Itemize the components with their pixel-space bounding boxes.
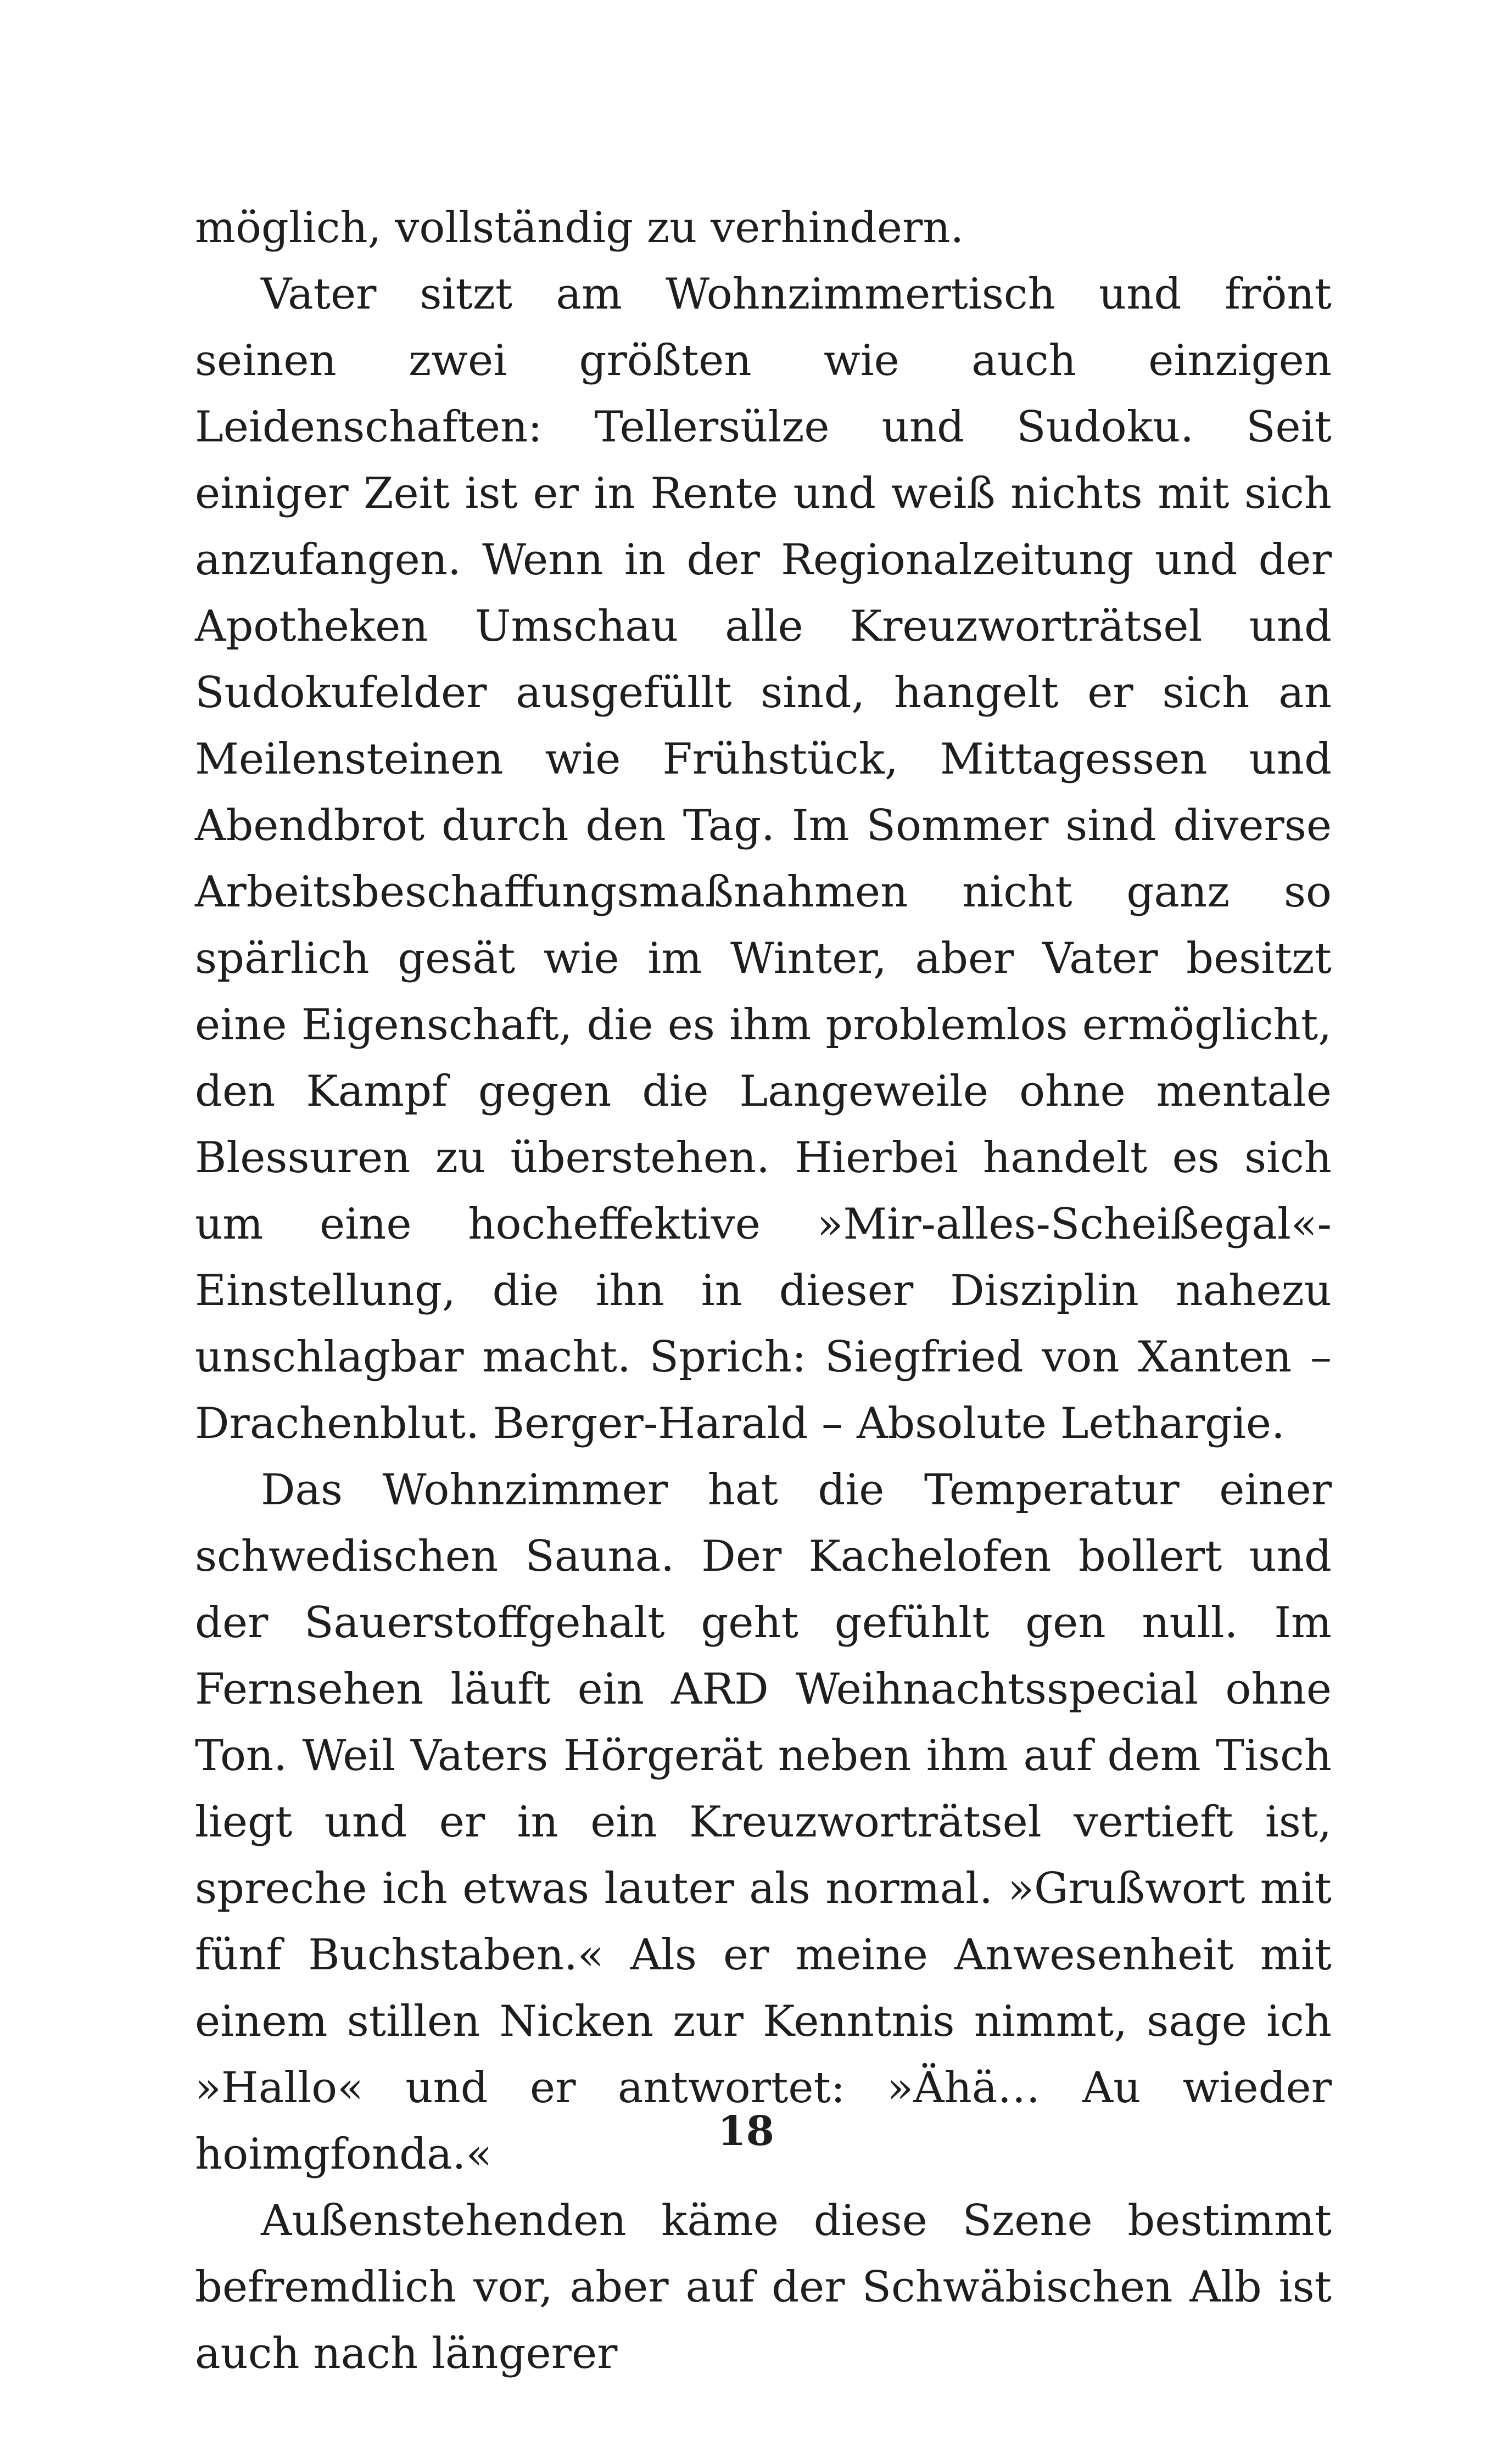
paragraph-continuation: möglich, vollständig zu verhindern. [195, 203, 964, 253]
body-text [195, 195, 1332, 2387]
paragraph-wohnzimmer: Das Wohnzimmer hat die Temperatur einer schwedischen Sauna. Der Kachelofen bollert und der Sauerstoffgehalt geht gefühlt gen null. Im Fernsehen läuft ein ARD Weihnachtsspecial ohne Ton. Weil Vaters Hörgerät neben ihm auf dem Tisch liegt und er in ein Kreuzworträtsel vertieft ist, spreche ich etwas lauter als normal. »Grußwort mit fünf Buchstaben.« Als er meine Anwesenheit mit einem stillen Nicken zur Kenntnis nimmt, sage ich »Hallo« und er antwortet: »Ähä… Au wieder hoimgfonda.« [195, 1465, 1332, 2179]
page-number: 18 [718, 2108, 774, 2155]
paragraph-vater-sudoku: Vater sitzt am Wohnzimmertisch und frönt seinen zwei größten wie auch einzigen Leidenschaften: Tellersülze und Sudoku. Seit einiger Zeit ist er in Rente und weiß nichts mit sich anzufangen. Wenn in der Regionalzeitung und der Apotheken Umschau alle Kreuzworträtsel und Sudokufelder ausgefüllt sind, hangelt er sich an Meilensteinen wie Frühstück, Mittagessen und Abendbrot durch den Tag. Im Sommer sind diverse Arbeitsbeschaffungsmaßnahmen nicht ganz so spärlich gesät wie im Winter, aber Vater besitzt eine Eigenschaft, die es ihm problemlos ermöglicht, den Kampf gegen die Langeweile ohne mentale Blessuren zu überstehen. Hierbei handelt es sich um eine hocheffektive »Mir-alles-Scheißegal«-Einstellung, die ihn in dieser Disziplin nahezu unschlagbar macht. Sprich: Siegfried von Xanten – Drachenblut. Berger-Harald – Absolute Lethargie. [195, 270, 1332, 1448]
paragraph-aussenstehenden: Außenstehenden käme diese Szene bestimmt befremdlich vor, aber auf der Schwäbischen Alb ist auch nach längerer [195, 2196, 1332, 2378]
